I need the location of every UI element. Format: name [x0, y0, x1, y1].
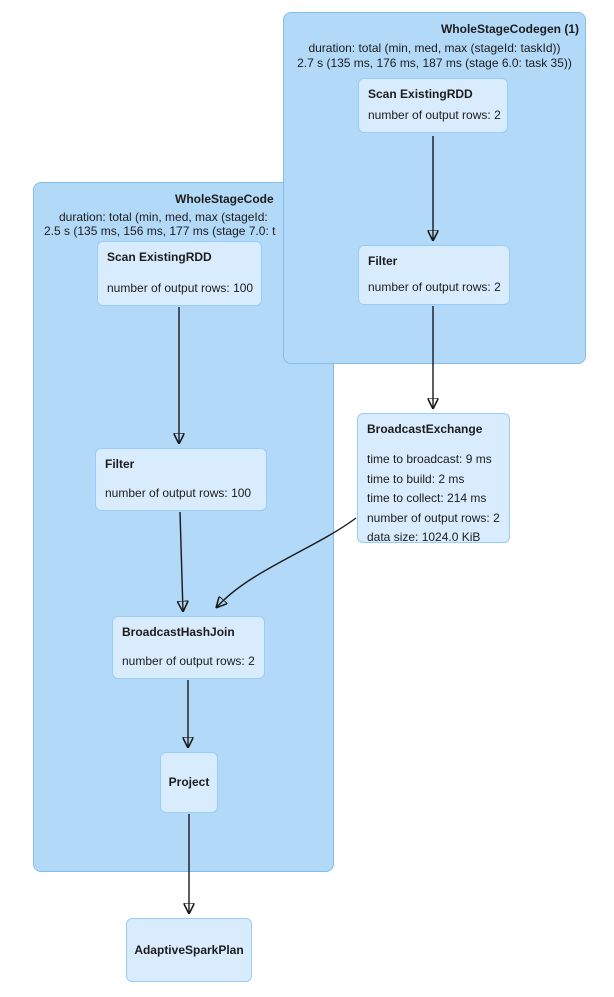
plan-node-broadcast-hash-join[interactable] [112, 616, 265, 679]
cluster-duration-line1: duration: total (min, med, max (stageId: [59, 210, 268, 224]
node-metric: data size: 1024.0 KiB [367, 530, 481, 544]
node-title: BroadcastHashJoin [122, 625, 235, 639]
plan-node-filter-1[interactable] [358, 245, 510, 305]
node-metric: number of output rows: 2 [122, 654, 255, 668]
node-metric: time to broadcast: 9 ms [367, 452, 492, 466]
cluster-duration-line2: 2.7 s (135 ms, 176 ms, 187 ms (stage 6.0: task 35)) [297, 55, 572, 70]
cluster-duration-line2: 2.5 s (135 ms, 156 ms, 177 ms (stage 7.0: t [44, 224, 276, 238]
plan-node-scan-existingrdd-2[interactable] [97, 241, 262, 306]
node-title: BroadcastExchange [367, 422, 483, 436]
plan-node-adaptive-spark-plan[interactable] [126, 918, 252, 982]
cluster-title: WholeStageCode [175, 192, 274, 206]
node-metric: number of output rows: 2 [368, 280, 501, 294]
cluster-wholestagecodegen-1 [283, 12, 586, 364]
cluster-title: WholeStageCodegen (1) [440, 22, 579, 36]
node-title: Scan ExistingRDD [368, 87, 473, 101]
node-title: AdaptiveSparkPlan [134, 942, 244, 957]
node-metric: number of output rows: 100 [105, 486, 252, 500]
cluster-duration-line1: duration: total (min, med, max (stageId: taskId)) [308, 41, 561, 55]
node-title: Scan ExistingRDD [107, 250, 212, 264]
node-title: Filter [105, 457, 135, 471]
node-title: Project [168, 775, 210, 789]
node-metric: number of output rows: 2 [368, 108, 501, 122]
node-metric: time to build: 2 ms [367, 471, 465, 486]
node-metric: number of output rows: 2 [367, 510, 500, 525]
cluster-duration [284, 41, 585, 70]
node-metric: time to collect: 214 ms [367, 491, 487, 505]
node-title: Filter [368, 254, 398, 268]
node-metric: number of output rows: 100 [107, 281, 254, 295]
plan-node-broadcast-exchange[interactable] [357, 413, 510, 543]
plan-node-scan-existingrdd-1[interactable] [358, 78, 508, 133]
plan-node-filter-2[interactable] [95, 448, 267, 511]
plan-node-project[interactable] [160, 752, 218, 813]
